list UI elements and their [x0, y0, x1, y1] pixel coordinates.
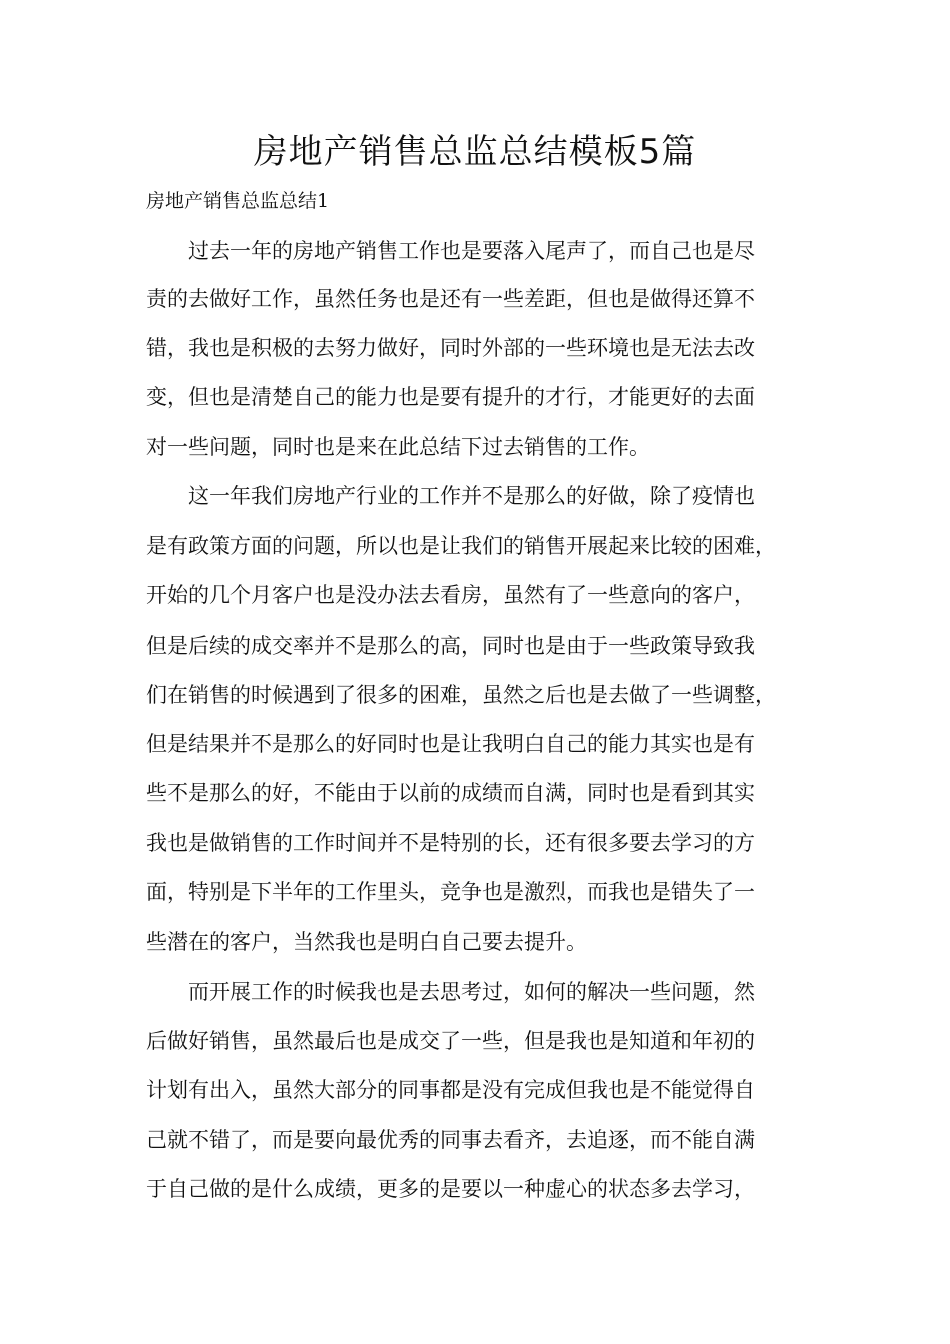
paragraph-1-line-5: 对一些问题，同时也是来在此总结下过去销售的工作。 [146, 435, 650, 459]
paragraph-1-line-1: 过去一年的房地产销售工作也是要落入尾声了，而自己也是尽 [188, 239, 755, 263]
paragraph-3-line-3: 计划有出入，虽然大部分的同事都是没有完成但我也是不能觉得自 [146, 1078, 755, 1102]
paragraph-2-line-6: 但是结果并不是那么的好同时也是让我明白自己的能力其实也是有 [146, 732, 755, 756]
paragraph-3-line-5: 于自己做的是什么成绩，更多的是要以一种虚心的状态多去学习， [146, 1177, 755, 1201]
paragraph-2-line-4: 但是后续的成交率并不是那么的高，同时也是由于一些政策导致我 [146, 634, 755, 658]
document-title: 房地产销售总监总结模板5篇 [253, 132, 697, 172]
paragraph-2-line-9: 面，特别是下半年的工作里头，竞争也是激烈，而我也是错失了一 [146, 880, 755, 904]
section-heading: 房地产销售总监总结1 [146, 190, 330, 212]
paragraph-3-line-4: 己就不错了，而是要向最优秀的同事去看齐，去追逐，而不能自满 [146, 1128, 755, 1152]
paragraph-2-line-7: 些不是那么的好，不能由于以前的成绩而自满，同时也是看到其实 [146, 781, 755, 805]
paragraph-1-line-4: 变，但也是清楚自己的能力也是要有提升的才行，才能更好的去面 [146, 385, 755, 409]
paragraph-3-line-1: 而开展工作的时候我也是去思考过，如何的解决一些问题，然 [188, 980, 755, 1004]
paragraph-2-line-5: 们在销售的时候遇到了很多的困难，虽然之后也是去做了一些调整， [146, 683, 776, 707]
paragraph-1-line-3: 错，我也是积极的去努力做好，同时外部的一些环境也是无法去改 [146, 336, 755, 360]
paragraph-2-line-2: 是有政策方面的问题，所以也是让我们的销售开展起来比较的困难， [146, 534, 776, 558]
paragraph-2-line-1: 这一年我们房地产行业的工作并不是那么的好做，除了疫情也 [188, 484, 755, 508]
paragraph-2-line-10: 些潜在的客户，当然我也是明白自己要去提升。 [146, 930, 587, 954]
paragraph-1-line-2: 责的去做好工作，虽然任务也是还有一些差距，但也是做得还算不 [146, 287, 755, 311]
paragraph-2-line-8: 我也是做销售的工作时间并不是特别的长，还有很多要去学习的方 [146, 831, 755, 855]
paragraph-3-line-2: 后做好销售，虽然最后也是成交了一些，但是我也是知道和年初的 [146, 1029, 755, 1053]
paragraph-2-line-3: 开始的几个月客户也是没办法去看房，虽然有了一些意向的客户， [146, 583, 755, 607]
